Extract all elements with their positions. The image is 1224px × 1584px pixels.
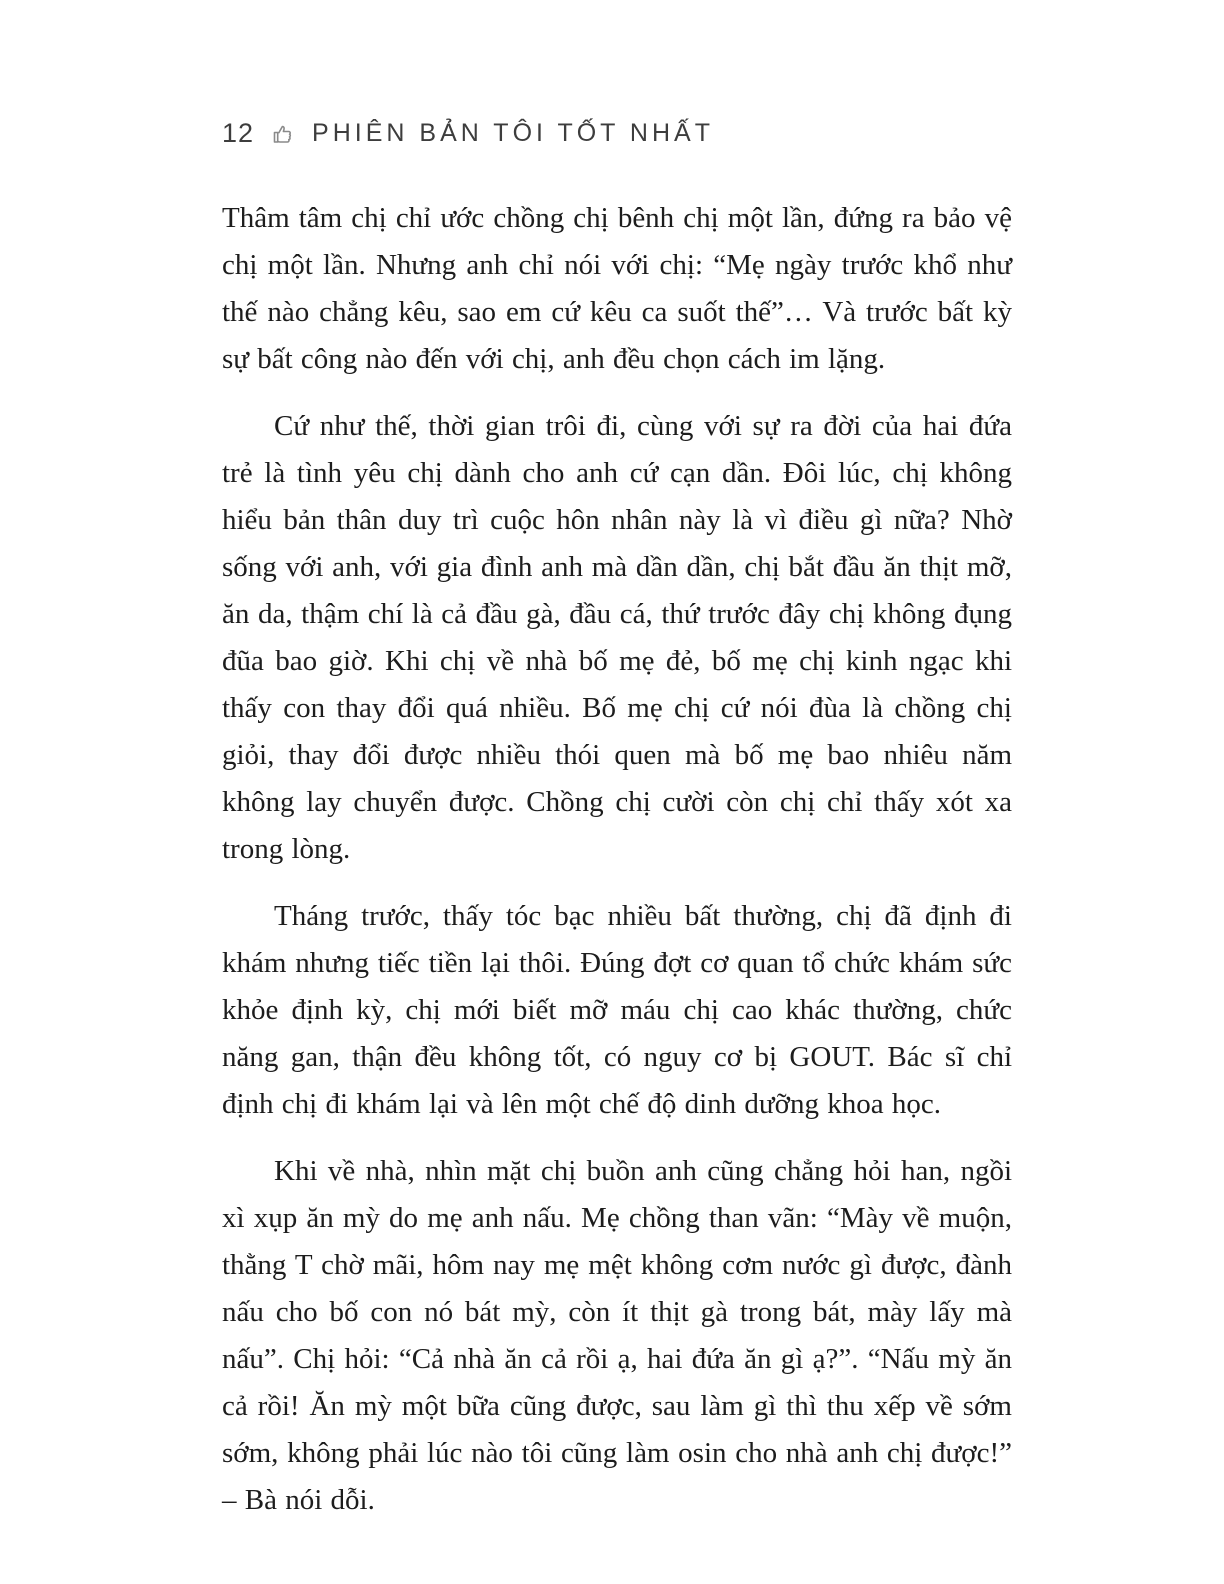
running-header — [222, 118, 1012, 149]
paragraph-1: Thâm tâm chị chỉ ước chồng chị bênh chị một lần, đứng ra bảo vệ chị một lần. Nhưng anh chỉ nói với chị: “Mẹ ngày trước khổ như thế nào chẳng kêu, sao em cứ kêu ca suốt thế”… Và trước bất kỳ sự bất công nào đến với chị, anh đều chọn cách im lặng. — [222, 202, 1012, 375]
paragraph-2: Cứ như thế, thời gian trôi đi, cùng với sự ra đời của hai đứa trẻ là tình yêu chị dành cho anh cứ cạn dần. Đôi lúc, chị không hiểu bản thân duy trì cuộc hôn nhân này là vì điều gì nữa? Nhờ sống với anh, với gia đình anh mà dần dần, chị bắt đầu ăn thịt mỡ, ăn da, thậm chí là cả đầu gà, đầu cá, thứ trước đây chị không đụng đũa bao giờ. Khi chị về nhà bố mẹ đẻ, bố mẹ chị kinh ngạc khi thấy con thay đổi quá nhiều. Bố mẹ chị cứ nói đùa là chồng chị giỏi, thay đổi được nhiều thói quen mà bố mẹ bao nhiêu năm không lay chuyển được. Chồng chị cười còn chị chỉ thấy xót xa trong lòng. — [222, 410, 1012, 865]
page-content — [222, 118, 1012, 1544]
book-title: PHIÊN BẢN TÔI TỐT NHẤT — [312, 119, 714, 147]
body-text — [222, 195, 1012, 1524]
paragraph-3: Tháng trước, thấy tóc bạc nhiều bất thường, chị đã định đi khám nhưng tiếc tiền lại thôi. Đúng đợt cơ quan tổ chức khám sức khỏe định kỳ, chị mới biết mỡ máu chị cao khác thường, chức năng gan, thận đều không tốt, có nguy cơ bị GOUT. Bác sĩ chỉ định chị đi khám lại và lên một chế độ dinh dưỡng khoa học. — [222, 900, 1012, 1120]
thumbs-up-icon — [270, 121, 296, 147]
paragraph-4: Khi về nhà, nhìn mặt chị buồn anh cũng chẳng hỏi han, ngồi xì xụp ăn mỳ do mẹ anh nấu. Mẹ chồng than vãn: “Mày về muộn, thằng T chờ mãi, hôm nay mẹ mệt không cơm nước gì được, đành nấu cho bố con nó bát mỳ, còn ít thịt gà trong bát, mày lấy mà nấu”. Chị hỏi: “Cả nhà ăn cả rồi ạ, hai đứa ăn gì ạ?”. “Nấu mỳ ăn cả rồi! Ăn mỳ một bữa cũng được, sau làm gì thì thu xếp về sớm sớm, không phải lúc nào tôi cũng làm osin cho nhà anh chị được!” – Bà nói dỗi. — [222, 1155, 1012, 1516]
page-number: 12 — [222, 118, 255, 148]
